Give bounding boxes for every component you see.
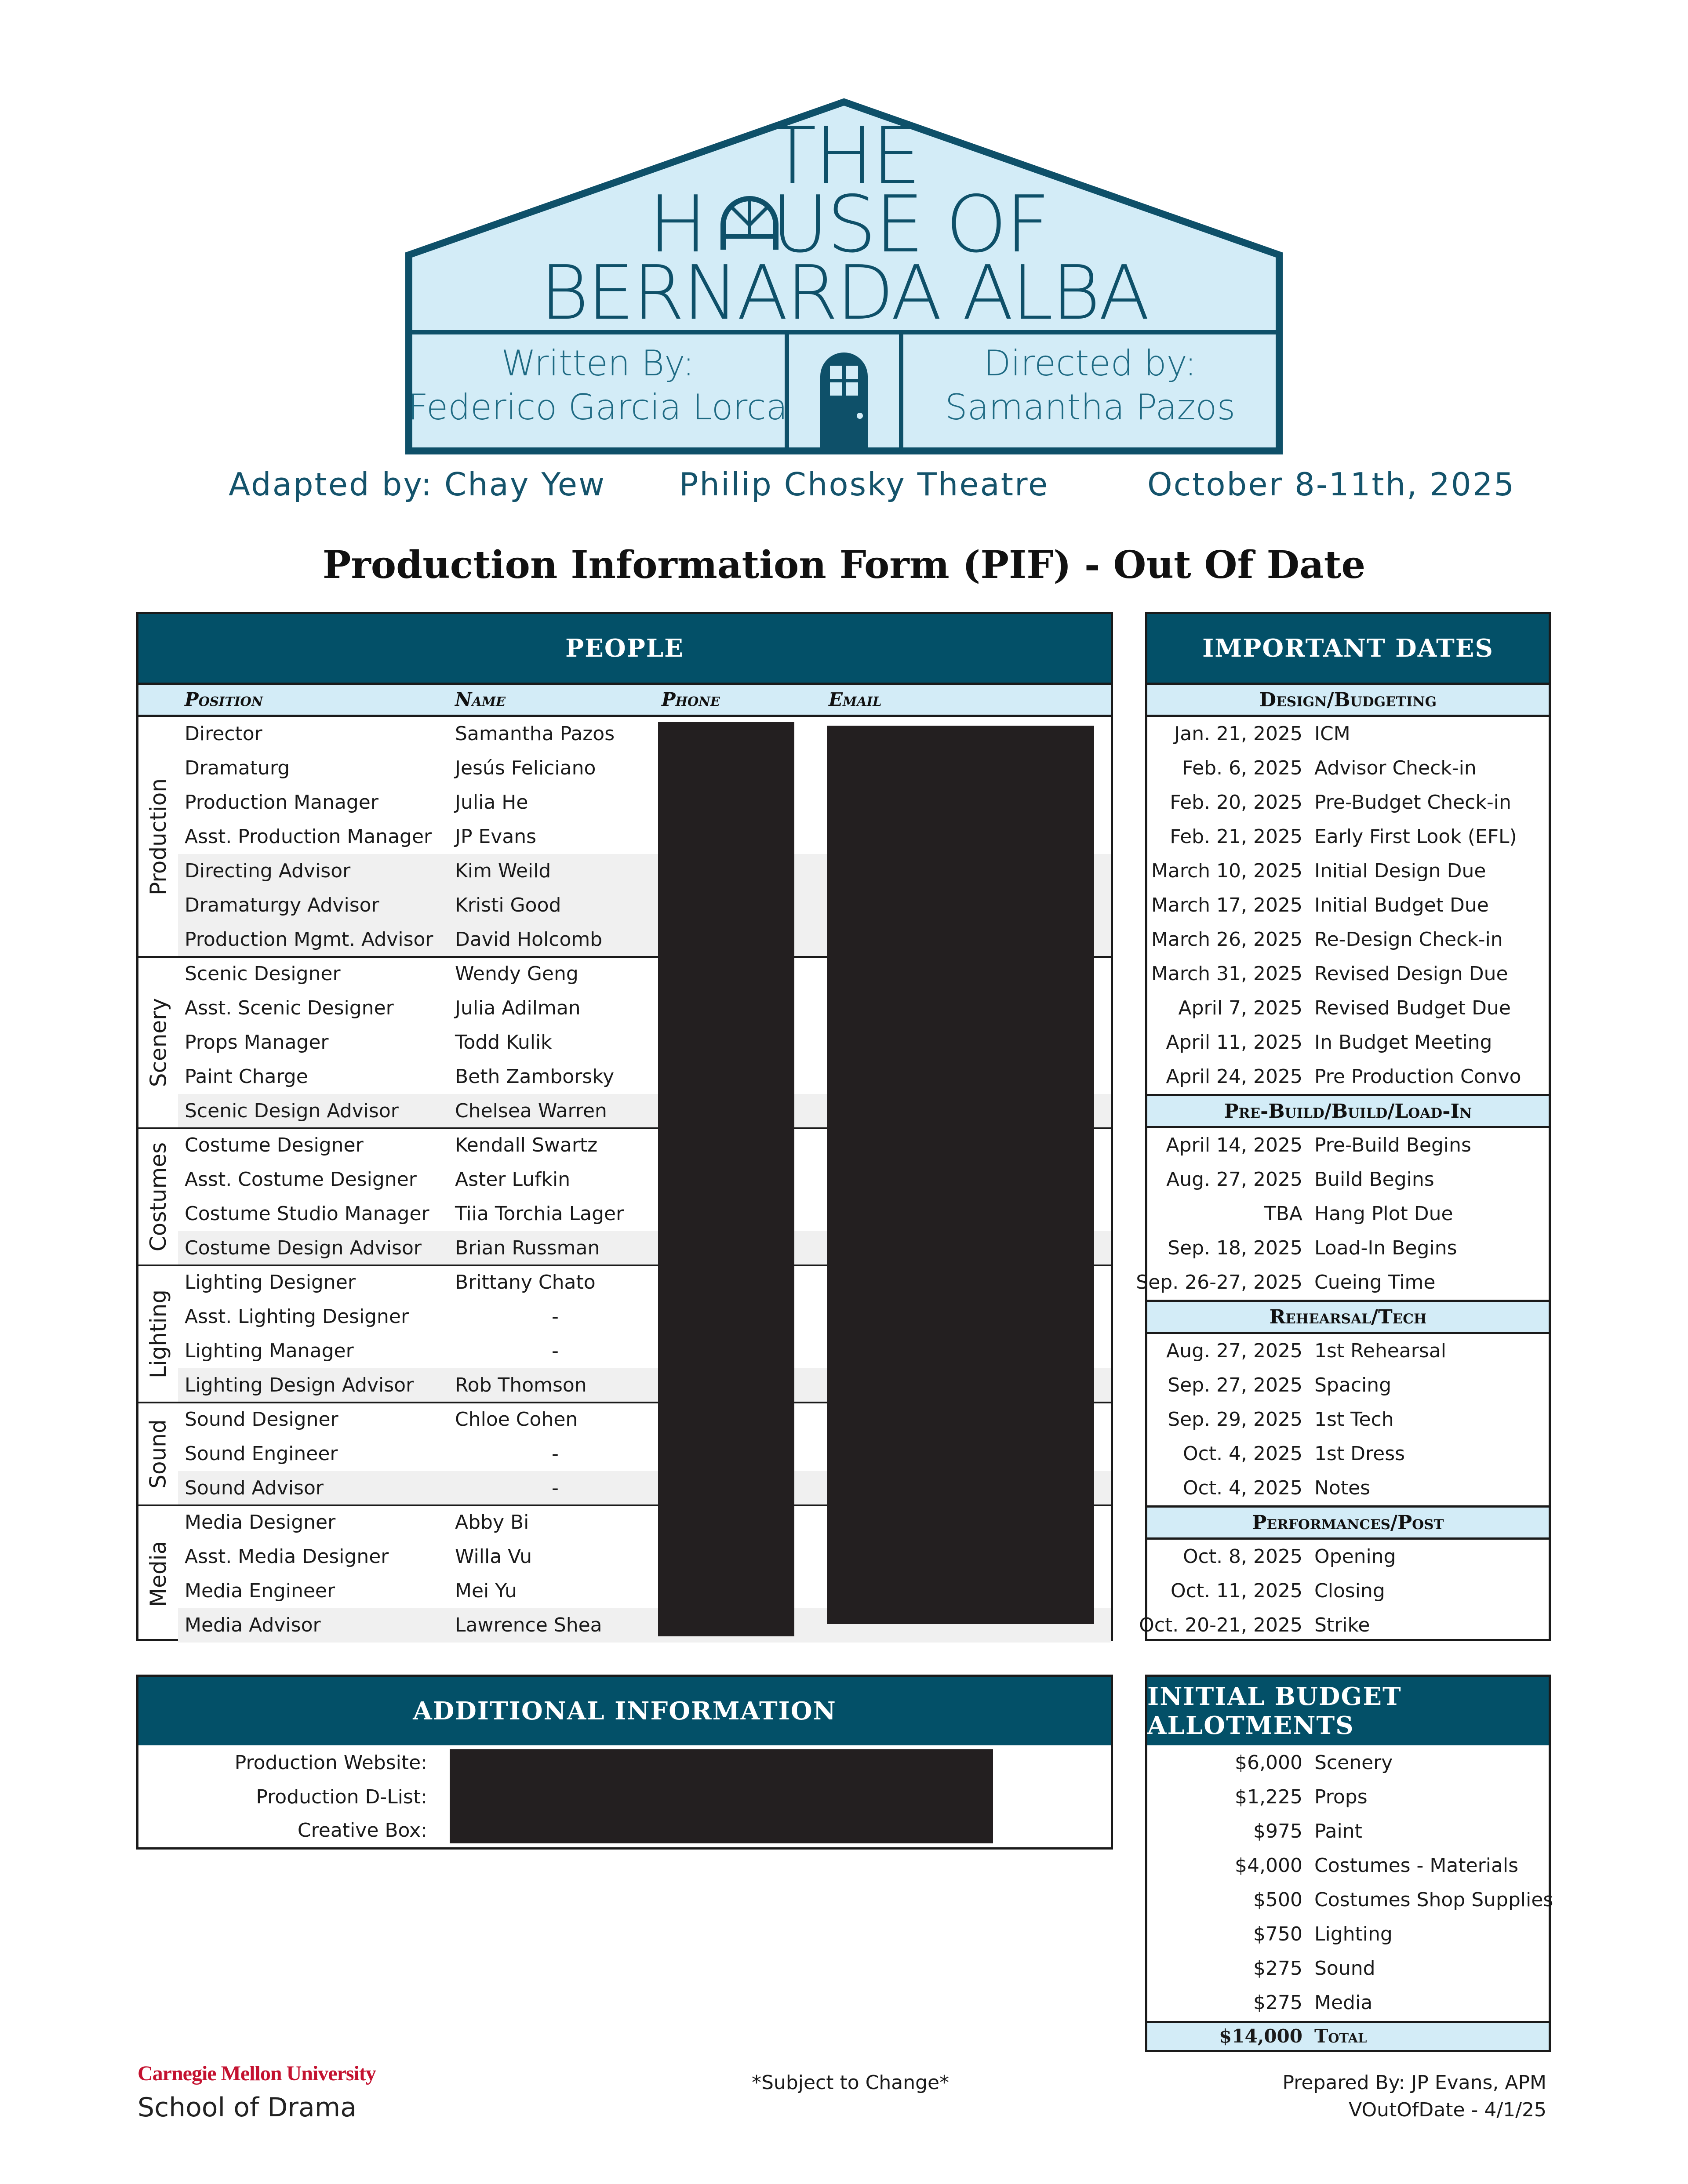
date-row — [1147, 1403, 1549, 1437]
adapted-by: Adapted by: Chay Yew — [229, 466, 606, 503]
position-cell: Production Manager — [185, 791, 378, 814]
position-cell: Dramaturg — [185, 757, 290, 779]
date-row — [1147, 1197, 1549, 1231]
position-cell: Lighting Manager — [185, 1340, 354, 1362]
date-row — [1147, 1574, 1549, 1608]
date-row — [1147, 991, 1549, 1025]
date-cell: Sep. 26-27, 2025 — [1136, 1271, 1302, 1294]
position-cell: Asst. Costume Designer — [185, 1168, 417, 1191]
dates-group-header: Pre-Build/Build/Load-In — [1147, 1094, 1549, 1128]
name-cell: Jesús Feliciano — [455, 757, 596, 779]
col-phone: Phone — [662, 689, 720, 710]
position-cell: Sound Engineer — [185, 1443, 338, 1465]
date-row — [1147, 888, 1549, 923]
event-cell: Opening — [1314, 1545, 1396, 1568]
section-label-lighting — [138, 1265, 178, 1403]
name-cell: - — [552, 1340, 559, 1362]
position-cell: Costume Studio Manager — [185, 1203, 429, 1225]
position-cell: Production Mgmt. Advisor — [185, 928, 433, 951]
date-row — [1139, 1608, 1549, 1643]
section-label-text: Scenery — [146, 998, 171, 1087]
position-cell: Media Designer — [185, 1511, 336, 1534]
position-cell: Directing Advisor — [185, 860, 351, 882]
position-cell: Asst. Production Manager — [185, 825, 432, 848]
dates-group-header: Rehearsal/Tech — [1147, 1300, 1549, 1334]
position-cell: Asst. Lighting Designer — [185, 1305, 409, 1328]
email-redaction — [827, 726, 1094, 1624]
position-cell: Costume Design Advisor — [185, 1237, 422, 1259]
name-cell: Abby Bi — [455, 1511, 529, 1534]
budget-amount: $275 — [1253, 1957, 1302, 1980]
date-cell: TBA — [1264, 1203, 1302, 1225]
date-cell: Oct. 8, 2025 — [1183, 1545, 1302, 1568]
section-label-media — [138, 1505, 178, 1643]
budget-row — [1147, 1849, 1549, 1883]
date-row — [1147, 1540, 1549, 1574]
logo-title-line2-b: USE OF — [771, 179, 1049, 270]
name-cell: Rob Thomson — [455, 1374, 587, 1396]
links-redaction — [450, 1749, 993, 1843]
budget-category: Paint — [1314, 1820, 1362, 1842]
event-cell: Initial Budget Due — [1314, 894, 1489, 916]
name-cell: - — [552, 1477, 559, 1499]
people-header: PEOPLE — [138, 614, 1111, 683]
date-row — [1147, 1060, 1549, 1094]
event-cell: Build Begins — [1314, 1168, 1434, 1191]
name-cell: Brittany Chato — [455, 1271, 596, 1294]
venue: Philip Chosky Theatre — [679, 466, 1049, 503]
university-wordmark: Carnegie Mellon University — [138, 2062, 376, 2085]
budget-row — [1147, 1746, 1549, 1780]
name-cell: Wendy Geng — [455, 963, 578, 985]
budget-category: Media — [1314, 1991, 1373, 2014]
name-cell: Mei Yu — [455, 1580, 517, 1602]
section-label-text: Production — [146, 778, 171, 896]
event-cell: Spacing — [1314, 1374, 1392, 1396]
event-cell: Pre-Build Begins — [1314, 1134, 1471, 1156]
event-cell: Strike — [1314, 1614, 1370, 1636]
additional-info-header: ADDITIONAL INFORMATION — [138, 1677, 1111, 1745]
event-cell: Advisor Check-in — [1314, 757, 1477, 779]
col-email: Email — [829, 689, 882, 710]
dates-group-header: Design/Budgeting — [1147, 683, 1549, 717]
position-cell: Dramaturgy Advisor — [185, 894, 379, 916]
event-cell: Revised Budget Due — [1314, 997, 1511, 1019]
event-cell: Closing — [1314, 1580, 1385, 1602]
dates-group-header: Performances/Post — [1147, 1505, 1549, 1540]
people-column-header — [138, 683, 1111, 717]
position-cell: Scenic Designer — [185, 963, 341, 985]
name-cell: Samantha Pazos — [455, 723, 615, 745]
important-dates-panel — [1136, 612, 1551, 1641]
directed-by-label: Directed by: — [983, 343, 1197, 384]
date-cell: Oct. 4, 2025 — [1183, 1443, 1302, 1465]
date-cell: March 10, 2025 — [1151, 860, 1302, 882]
date-row — [1147, 1163, 1549, 1197]
date-cell: Feb. 21, 2025 — [1170, 825, 1302, 848]
budget-category: Sound — [1314, 1957, 1375, 1980]
event-cell: Cueing Time — [1314, 1271, 1436, 1294]
budget-total-amount: $14,000 — [1219, 2025, 1302, 2047]
section-label-production — [138, 717, 178, 957]
budget-row — [1147, 1986, 1549, 2020]
logo-title-line1: THE — [768, 110, 920, 201]
name-cell: Julia He — [455, 791, 528, 814]
event-cell: Initial Design Due — [1314, 860, 1486, 882]
position-cell: Sound Designer — [185, 1408, 338, 1431]
budget-row — [1147, 1814, 1549, 1849]
document-title: Production Information Form (PIF) - Out Of Date — [322, 543, 1366, 587]
event-cell: 1st Dress — [1314, 1443, 1405, 1465]
event-cell: Pre Production Convo — [1314, 1065, 1521, 1088]
name-cell: Beth Zamborsky — [455, 1065, 615, 1088]
budget-row — [1147, 1917, 1549, 1951]
name-cell: Kendall Swartz — [455, 1134, 598, 1156]
col-position: Position — [185, 689, 263, 710]
date-row — [1147, 957, 1549, 991]
col-name: Name — [455, 689, 506, 710]
budget-row — [1147, 1780, 1549, 1814]
budget-amount: $4,000 — [1235, 1854, 1302, 1877]
section-label-text: Media — [146, 1541, 171, 1607]
event-cell: Load-In Begins — [1314, 1237, 1457, 1259]
logo-title-line3: BERNARDA ALBA — [540, 250, 1148, 337]
school-name: School of Drama — [138, 2092, 357, 2123]
date-cell: April 14, 2025 — [1166, 1134, 1302, 1156]
name-cell: Kristi Good — [455, 894, 561, 916]
name-cell: Chloe Cohen — [455, 1408, 578, 1431]
event-cell: 1st Tech — [1314, 1408, 1394, 1431]
position-cell: Asst. Scenic Designer — [185, 997, 394, 1019]
event-cell: Re-Design Check-in — [1314, 928, 1503, 951]
date-cell: Feb. 20, 2025 — [1170, 791, 1302, 814]
name-cell: Tiia Torchia Lager — [455, 1203, 624, 1225]
date-row — [1147, 1471, 1549, 1505]
prepared-by: Prepared By: JP Evans, APM — [1282, 2071, 1546, 2094]
budget-total-row — [1147, 2021, 1549, 2050]
position-cell: Media Engineer — [185, 1580, 335, 1602]
important-dates-header: IMPORTANT DATES — [1147, 614, 1549, 683]
name-cell: - — [552, 1443, 559, 1465]
date-cell: Oct. 20-21, 2025 — [1139, 1614, 1302, 1636]
show-logo — [404, 97, 1284, 457]
production-website-label: Production Website: — [234, 1752, 427, 1774]
budget-panel — [1145, 1675, 1551, 2052]
budget-category: Scenery — [1314, 1752, 1393, 1774]
budget-amount: $275 — [1253, 1991, 1302, 2014]
section-label-costumes — [138, 1128, 178, 1265]
section-label-text: Lighting — [146, 1289, 171, 1379]
budget-amount: $975 — [1253, 1820, 1302, 1842]
performance-dates: October 8-11th, 2025 — [1147, 466, 1516, 503]
date-row — [1136, 1265, 1549, 1300]
date-cell: Sep. 18, 2025 — [1168, 1237, 1302, 1259]
date-cell: March 17, 2025 — [1151, 894, 1302, 916]
event-cell: In Budget Meeting — [1314, 1031, 1492, 1054]
event-cell: ICM — [1314, 723, 1350, 745]
name-cell: Aster Lufkin — [455, 1168, 571, 1191]
date-cell: Jan. 21, 2025 — [1174, 723, 1302, 745]
date-cell: Sep. 29, 2025 — [1168, 1408, 1302, 1431]
position-cell: Scenic Design Advisor — [185, 1100, 399, 1122]
written-by-name: Federico Garcia Lorca — [408, 387, 788, 428]
section-label-text: Costumes — [146, 1142, 171, 1252]
budget-header: INITIAL BUDGET ALLOTMENTS — [1147, 1677, 1549, 1745]
date-cell: April 24, 2025 — [1166, 1065, 1302, 1088]
budget-amount: $6,000 — [1235, 1752, 1302, 1774]
section-label-text: Sound — [146, 1419, 171, 1489]
additional-info-panel — [136, 1675, 1113, 1850]
budget-row — [1147, 1951, 1549, 1986]
date-cell: Aug. 27, 2025 — [1166, 1168, 1302, 1191]
version-stamp: VOutOfDate - 4/1/25 — [1349, 2099, 1546, 2121]
name-cell: Willa Vu — [455, 1545, 532, 1568]
section-label-scenery — [138, 957, 178, 1128]
date-cell: March 26, 2025 — [1151, 928, 1302, 951]
date-row — [1147, 1334, 1549, 1368]
logo-title-line2-a: H — [648, 179, 706, 270]
door-icon — [820, 352, 868, 451]
section-label-sound — [138, 1403, 178, 1505]
date-row — [1147, 1128, 1549, 1163]
position-cell: Costume Designer — [185, 1134, 364, 1156]
name-cell: Lawrence Shea — [455, 1614, 602, 1636]
event-cell: Pre-Budget Check-in — [1314, 791, 1511, 814]
phone-redaction — [658, 722, 794, 1636]
date-row — [1147, 1025, 1549, 1060]
date-cell: Feb. 6, 2025 — [1182, 757, 1302, 779]
event-cell: Hang Plot Due — [1314, 1203, 1453, 1225]
date-cell: Aug. 27, 2025 — [1166, 1340, 1302, 1362]
position-cell: Props Manager — [185, 1031, 329, 1054]
event-cell: Early First Look (EFL) — [1314, 825, 1517, 848]
name-cell: - — [552, 1305, 559, 1328]
budget-category: Lighting — [1314, 1923, 1393, 1945]
production-dlist-label: Production D-List: — [256, 1786, 427, 1808]
directed-by-name: Samantha Pazos — [945, 387, 1236, 428]
creative-box-label: Creative Box: — [297, 1819, 427, 1842]
date-row — [1147, 1231, 1549, 1265]
name-cell: Brian Russman — [455, 1237, 600, 1259]
name-cell: Todd Kulik — [455, 1031, 552, 1054]
date-row — [1147, 923, 1549, 957]
written-by-label: Written By: — [501, 343, 695, 384]
position-cell: Sound Advisor — [185, 1477, 324, 1499]
name-cell: David Holcomb — [455, 928, 603, 951]
name-cell: Julia Adilman — [455, 997, 581, 1019]
event-cell: 1st Rehearsal — [1314, 1340, 1446, 1362]
name-cell: Kim Weild — [455, 860, 551, 882]
name-cell: JP Evans — [455, 825, 537, 848]
budget-row — [1147, 1883, 1553, 1917]
date-row — [1147, 820, 1549, 854]
date-row — [1147, 785, 1549, 820]
date-cell: April 11, 2025 — [1166, 1031, 1302, 1054]
position-cell: Lighting Design Advisor — [185, 1374, 414, 1396]
budget-amount: $1,225 — [1235, 1786, 1302, 1808]
date-row — [1147, 717, 1549, 751]
date-row — [1147, 1437, 1549, 1471]
event-cell: Notes — [1314, 1477, 1371, 1499]
budget-amount: $500 — [1253, 1889, 1302, 1911]
date-cell: Oct. 11, 2025 — [1171, 1580, 1302, 1602]
date-cell: Oct. 4, 2025 — [1183, 1477, 1302, 1499]
budget-category: Costumes Shop Supplies — [1314, 1889, 1553, 1911]
date-row — [1147, 854, 1549, 888]
name-cell: Chelsea Warren — [455, 1100, 607, 1122]
budget-total-label: Total — [1314, 2025, 1367, 2047]
subject-to-change: *Subject to Change* — [752, 2071, 950, 2094]
date-cell: March 31, 2025 — [1151, 963, 1302, 985]
budget-category: Costumes - Materials — [1314, 1854, 1519, 1877]
position-cell: Director — [185, 723, 262, 745]
date-row — [1147, 751, 1549, 785]
people-panel — [136, 612, 1113, 1641]
date-cell: Sep. 27, 2025 — [1168, 1374, 1302, 1396]
date-row — [1147, 1368, 1549, 1403]
event-cell: Revised Design Due — [1314, 963, 1508, 985]
position-cell: Media Advisor — [185, 1614, 321, 1636]
date-cell: April 7, 2025 — [1178, 997, 1302, 1019]
position-cell: Lighting Designer — [185, 1271, 356, 1294]
position-cell: Asst. Media Designer — [185, 1545, 389, 1568]
position-cell: Paint Charge — [185, 1065, 308, 1088]
budget-amount: $750 — [1253, 1923, 1302, 1945]
budget-category: Props — [1314, 1786, 1368, 1808]
